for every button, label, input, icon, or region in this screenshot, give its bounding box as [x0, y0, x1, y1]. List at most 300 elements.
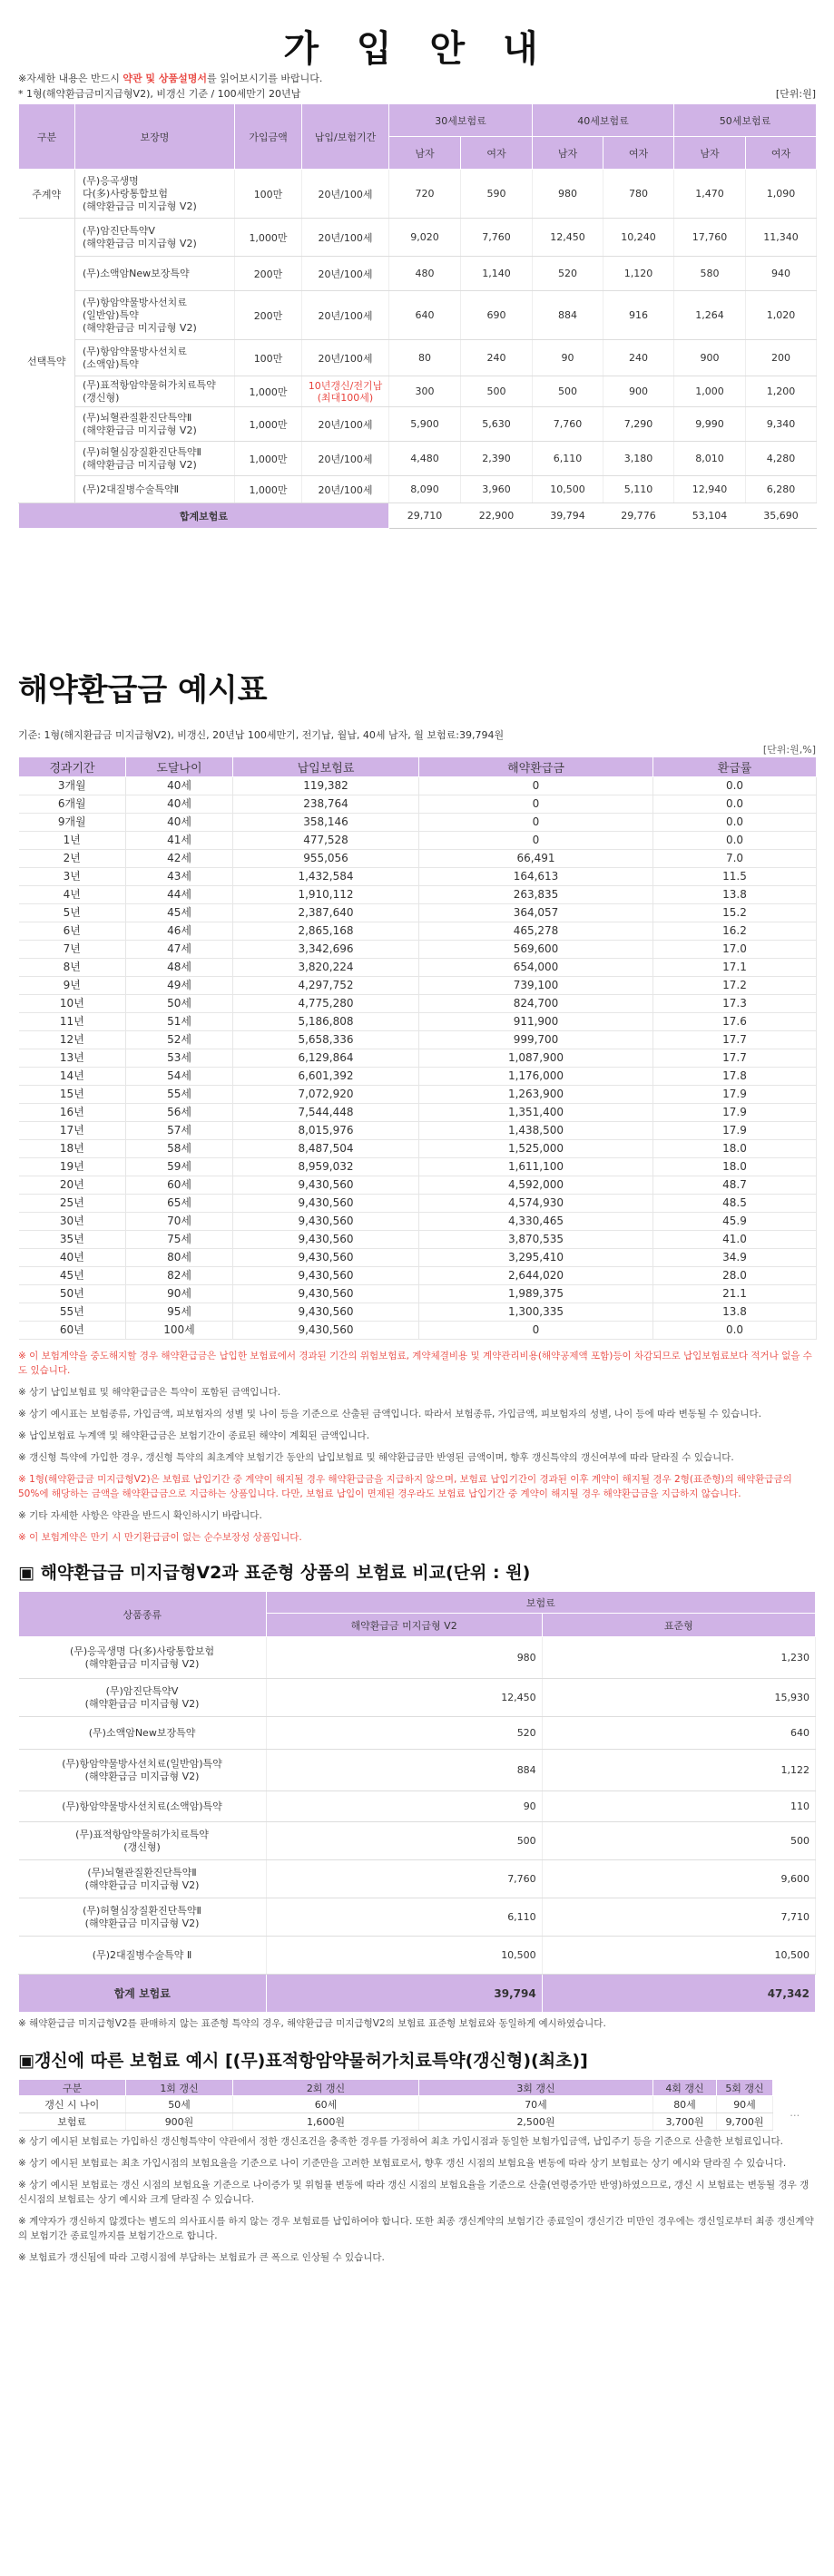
refund-cell: 25년: [19, 1195, 126, 1213]
refund-cell: 57세: [126, 1122, 233, 1140]
compare-name: (무)항암약물방사선치료(일반암)특약 (해약환급금 미지급형 V2): [19, 1750, 267, 1791]
refund-cell: 1,263,900: [419, 1086, 653, 1104]
compare-name: (무)소액암New보장특약: [19, 1717, 267, 1750]
product-name: (무)항암약물방사선치료 (일반암)특약 (해약환급금 미지급형 V2): [75, 291, 235, 340]
refund-row: [19, 1231, 817, 1249]
compare-type1: 520: [266, 1717, 542, 1750]
col-age30: 30세보험료: [389, 104, 533, 137]
product-name: (무)2대질병수술특약Ⅱ: [75, 476, 235, 503]
refund-cell: 477,528: [233, 832, 419, 850]
renewal-premium: 900원: [126, 2113, 233, 2131]
refund-cell: 48.7: [653, 1176, 817, 1195]
renewal-col-blank: [773, 2080, 817, 2096]
refund-basis: 기준: 1형(해지환급금 미지급형Ⅴ2), 비갱신, 20년납 100세만기, 전기납, 월납, 40세 남자, 월 보험료:39,794원: [18, 729, 505, 741]
refund-cell: 9,430,560: [233, 1322, 419, 1340]
refund-cell: 17.2: [653, 977, 817, 995]
refund-row: [19, 850, 817, 868]
refund-cell: 1,910,112: [233, 886, 419, 904]
refund-cell: 40세: [126, 777, 233, 795]
refund-cell: 95세: [126, 1303, 233, 1322]
product-period: 20년/100세: [302, 476, 389, 503]
refund-row: [19, 1322, 817, 1340]
premium-value: 240: [603, 340, 674, 376]
refund-row: [19, 1031, 817, 1049]
refund-note: ※ 1형(해약환급금 미지급형V2)은 보험료 납입기간 중 계약이 해지될 경우 해약환급금을 지급하지 않으며, 보험료 납입기간이 경과된 이후 계약이 해지될 경우 2형(표준형)의 해약환급금의 50%에 해당하는 금액을 해약환급금으로 지급하는 상품입니다. 다만, 보험료 납입이 면제된 경우라도 보험료 납입기간 중 계약이 해지될 경우 해약환급금을 지급하지 않습니다.: [18, 1474, 792, 1499]
compare-type1: 90: [266, 1791, 542, 1822]
renewal-premium: 3,700원: [653, 2113, 717, 2131]
refund-cell: 60세: [126, 1176, 233, 1195]
premium-value: 9,020: [389, 219, 461, 257]
compare-row: [19, 1860, 816, 1898]
compare-type2: 10,500: [542, 1937, 815, 1975]
refund-cell: 569,600: [419, 941, 653, 959]
refund-cell: 3년: [19, 868, 126, 886]
total-value: 22,900: [461, 503, 533, 529]
compare-type2: 15,930: [542, 1679, 815, 1717]
refund-cell: 7년: [19, 941, 126, 959]
compare-type1: 500: [266, 1822, 542, 1860]
refund-cell: 42세: [126, 850, 233, 868]
premium-value: 1,470: [674, 170, 746, 219]
premium-value: 480: [389, 257, 461, 291]
premium-value: 5,630: [461, 407, 533, 442]
refund-cell: 0.0: [653, 795, 817, 814]
refund-cell: 824,700: [419, 995, 653, 1013]
refund-cell: 1,525,000: [419, 1140, 653, 1158]
compare-name: (무)표적항암약물허가치료특약 (갱신형): [19, 1822, 267, 1860]
premium-value: 690: [461, 291, 533, 340]
refund-row: [19, 1303, 817, 1322]
product-name: (무)표적항암약물허가치료특약 (갱신형): [75, 376, 235, 407]
renewal-age: 60세: [233, 2096, 419, 2113]
refund-cell: 7,072,920: [233, 1086, 419, 1104]
refund-note: ※ 이 보험계약을 중도해지할 경우 해약환급금은 납입한 보험료에서 경과된 기간의 위험보험료, 계약체결비용 및 계약관리비용(해약공제액 포함)등이 차감되므로 납입보험료보다 적거나 없을 수도 있습니다.: [18, 1351, 812, 1376]
join-notes: [18, 71, 816, 102]
refund-cell: 999,700: [419, 1031, 653, 1049]
renewal-age-label: 갱신 시 나이: [19, 2096, 126, 2113]
refund-cell: 16년: [19, 1104, 126, 1122]
product-amount: 100만: [235, 340, 302, 376]
refund-cell: 59세: [126, 1158, 233, 1176]
premium-value: 5,900: [389, 407, 461, 442]
compare-type2: 500: [542, 1822, 815, 1860]
refund-cell: 1,087,900: [419, 1049, 653, 1068]
refund-cell: 6,129,864: [233, 1049, 419, 1068]
refund-cell: 4,574,930: [419, 1195, 653, 1213]
premium-value: 8,090: [389, 476, 461, 503]
premium-value: 940: [746, 257, 817, 291]
renewal-title: ▣갱신에 따른 보험료 예시 [(무)표적항암약물허가치료특약(갱신형)(최초)]: [18, 2051, 588, 2071]
col-age50: 50세보험료: [674, 104, 817, 137]
refund-cell: 9개월: [19, 814, 126, 832]
refund-row: [19, 1176, 817, 1195]
col-amount: 가입금액: [235, 104, 302, 170]
refund-cell: 70세: [126, 1213, 233, 1231]
refund-col: 환급률: [653, 757, 817, 777]
product-name: (무)소액암New보장특약: [75, 257, 235, 291]
refund-cell: 90세: [126, 1285, 233, 1303]
product-amount: 1,000만: [235, 476, 302, 503]
refund-cell: 2,644,020: [419, 1267, 653, 1285]
refund-cell: 164,613: [419, 868, 653, 886]
total-label: 합계보험료: [19, 503, 389, 529]
refund-cell: 3,870,535: [419, 1231, 653, 1249]
renewal-col: 2회 갱신: [233, 2080, 419, 2096]
refund-row: [19, 904, 817, 922]
refund-cell: 13.8: [653, 1303, 817, 1322]
refund-cell: 58세: [126, 1140, 233, 1158]
refund-row: [19, 832, 817, 850]
refund-row: [19, 1285, 817, 1303]
refund-cell: 6년: [19, 922, 126, 941]
total-value: 29,776: [603, 503, 674, 529]
refund-row: [19, 1267, 817, 1285]
compare-row: [19, 1937, 816, 1975]
renewal-col: 4회 갱신: [653, 2080, 717, 2096]
refund-cell: 20년: [19, 1176, 126, 1195]
refund-cell: 5,658,336: [233, 1031, 419, 1049]
premium-value: 1,020: [746, 291, 817, 340]
refund-row: [19, 814, 817, 832]
compare-total-type2: 47,342: [542, 1975, 815, 2013]
refund-cell: 3,342,696: [233, 941, 419, 959]
product-amount: 1,000만: [235, 442, 302, 476]
join-row: [19, 376, 817, 407]
join-table: [18, 103, 817, 529]
refund-row: [19, 1068, 817, 1086]
refund-cell: 911,900: [419, 1013, 653, 1031]
refund-cell: 19년: [19, 1158, 126, 1176]
refund-col: 납입보험료: [233, 757, 419, 777]
refund-cell: 9,430,560: [233, 1176, 419, 1195]
refund-cell: 465,278: [419, 922, 653, 941]
refund-cell: 0: [419, 832, 653, 850]
refund-cell: 17.3: [653, 995, 817, 1013]
refund-cell: 11년: [19, 1013, 126, 1031]
refund-cell: 654,000: [419, 959, 653, 977]
compare-type1: 884: [266, 1750, 542, 1791]
refund-cell: 18년: [19, 1140, 126, 1158]
premium-value: 1,000: [674, 376, 746, 407]
refund-cell: 28.0: [653, 1267, 817, 1285]
refund-cell: 17.1: [653, 959, 817, 977]
refund-cell: 4,297,752: [233, 977, 419, 995]
premium-value: 6,280: [746, 476, 817, 503]
refund-cell: 45년: [19, 1267, 126, 1285]
refund-cell: 0.0: [653, 814, 817, 832]
compare-total-label: 합계 보험료: [19, 1975, 267, 2013]
refund-cell: 3,295,410: [419, 1249, 653, 1267]
refund-cell: 8,015,976: [233, 1122, 419, 1140]
refund-row: [19, 795, 817, 814]
refund-cell: 4,775,280: [233, 995, 419, 1013]
premium-value: 580: [674, 257, 746, 291]
join-row: [19, 170, 817, 219]
compare-row: [19, 1717, 816, 1750]
refund-cell: 0.0: [653, 1322, 817, 1340]
refund-row: [19, 977, 817, 995]
join-row: [19, 257, 817, 291]
total-value: 53,104: [674, 503, 746, 529]
refund-cell: 53세: [126, 1049, 233, 1068]
refund-cell: 48.5: [653, 1195, 817, 1213]
refund-cell: 9,430,560: [233, 1231, 419, 1249]
compare-type1: 10,500: [266, 1937, 542, 1975]
total-value: 35,690: [746, 503, 817, 529]
refund-note: ※ 상기 예시표는 보험종류, 가입금액, 피보험자의 성별 및 나이 등을 기준으로 산출된 금액입니다. 따라서 보험종류, 가입금액, 피보험자의 성별, 나이 등에 따라 변동될 수 있습니다.: [18, 1409, 761, 1420]
compare-name: (무)뇌혈관질환진단특약Ⅱ (해약환급금 미지급형 V2): [19, 1860, 267, 1898]
product-name: (무)암진단특약V (해약환급금 미지급형 V2): [75, 219, 235, 257]
refund-cell: 1,351,400: [419, 1104, 653, 1122]
refund-row: [19, 959, 817, 977]
refund-cell: 14년: [19, 1068, 126, 1086]
refund-row: [19, 1086, 817, 1104]
refund-row: [19, 995, 817, 1013]
compare-total-row: [19, 1975, 816, 2013]
compare-note: ※ 해약환급금 미지급형Ⅴ2를 판매하지 않는 표준형 특약의 경우, 해약환급금 미지급형Ⅴ2의 보험료 표준형 보험료와 동일하게 예시하였습니다.: [18, 2018, 606, 2029]
refund-cell: 1,438,500: [419, 1122, 653, 1140]
refund-cell: 119,382: [233, 777, 419, 795]
col-male: 남자: [533, 137, 603, 170]
product-amount: 1,000만: [235, 376, 302, 407]
premium-value: 1,140: [461, 257, 533, 291]
refund-cell: 1년: [19, 832, 126, 850]
premium-value: 5,110: [603, 476, 674, 503]
premium-value: 7,760: [461, 219, 533, 257]
product-amount: 1,000만: [235, 407, 302, 442]
renewal-premium-label: 보험료: [19, 2113, 126, 2131]
refund-cell: 52세: [126, 1031, 233, 1049]
product-period: 20년/100세: [302, 407, 389, 442]
refund-cell: 5년: [19, 904, 126, 922]
refund-cell: 40세: [126, 814, 233, 832]
refund-cell: 35년: [19, 1231, 126, 1249]
renewal-note: ※ 계약자가 갱신하지 않겠다는 별도의 의사표시를 하지 않는 경우 보험료를 납입하여야 합니다. 또한 최종 갱신계약의 보험기간 종료일이 갱신기간 미만인 경우에는 갱신일로부터 최종 갱신계약의 보험기간 종료일까지를 보험기간으로 합니다.: [18, 2216, 814, 2241]
col-type1: 해약환급금 미지급형 V2: [266, 1614, 542, 1637]
product-amount: 1,000만: [235, 219, 302, 257]
refund-note: ※ 납입보험료 누계액 및 해약환급금은 보험기간이 종료된 해약이 계획된 금액입니다.: [18, 1430, 370, 1441]
premium-value: 4,280: [746, 442, 817, 476]
premium-value: 6,110: [533, 442, 603, 476]
premium-value: 884: [533, 291, 603, 340]
compare-type1: 7,760: [266, 1860, 542, 1898]
refund-cell: 7.0: [653, 850, 817, 868]
col-premium: 보험료: [266, 1592, 815, 1614]
refund-cell: 17.9: [653, 1086, 817, 1104]
compare-type2: 640: [542, 1717, 815, 1750]
refund-note: ※ 이 보험계약은 만기 시 만기환급금이 없는 순수보장성 상품입니다.: [18, 1532, 302, 1543]
premium-value: 500: [533, 376, 603, 407]
product-amount: 200만: [235, 291, 302, 340]
compare-row: [19, 1679, 816, 1717]
renewal-premium: 1,600원: [233, 2113, 419, 2131]
refund-cell: 263,835: [419, 886, 653, 904]
join-row: [19, 291, 817, 340]
premium-value: 200: [746, 340, 817, 376]
refund-cell: 17.7: [653, 1031, 817, 1049]
refund-cell: 46세: [126, 922, 233, 941]
refund-cell: 0.0: [653, 832, 817, 850]
refund-cell: 1,432,584: [233, 868, 419, 886]
refund-row: [19, 1195, 817, 1213]
compare-type1: 6,110: [266, 1898, 542, 1937]
col-product: 보장명: [75, 104, 235, 170]
refund-cell: 1,611,100: [419, 1158, 653, 1176]
compare-title: ▣ 해약환급금 미지급형Ⅴ2과 표준형 상품의 보험료 비교(단위 : 원): [18, 1563, 531, 1583]
refund-cell: 65세: [126, 1195, 233, 1213]
refund-cell: 17.6: [653, 1013, 817, 1031]
col-female: 여자: [603, 137, 674, 170]
refund-row: [19, 1158, 817, 1176]
refund-cell: 6,601,392: [233, 1068, 419, 1086]
refund-cell: 50년: [19, 1285, 126, 1303]
refund-cell: 10년: [19, 995, 126, 1013]
refund-cell: 8,487,504: [233, 1140, 419, 1158]
compare-type2: 110: [542, 1791, 815, 1822]
join-title: 가 입 안 내: [283, 28, 551, 70]
refund-cell: 3,820,224: [233, 959, 419, 977]
renewal-age-row: [19, 2096, 817, 2113]
premium-value: 240: [461, 340, 533, 376]
refund-note: ※ 기타 자세한 사항은 약관을 반드시 확인하시기 바랍니다.: [18, 1510, 262, 1521]
compare-row: [19, 1898, 816, 1937]
refund-row: [19, 941, 817, 959]
refund-row: [19, 1013, 817, 1031]
premium-value: 3,960: [461, 476, 533, 503]
product-amount: 200만: [235, 257, 302, 291]
refund-cell: 0: [419, 814, 653, 832]
refund-cell: 75세: [126, 1231, 233, 1249]
refund-cell: 50세: [126, 995, 233, 1013]
premium-value: 9,340: [746, 407, 817, 442]
product-period: 20년/100세: [302, 291, 389, 340]
refund-cell: 9,430,560: [233, 1249, 419, 1267]
join-unit: [단위:원]: [775, 88, 816, 100]
refund-cell: 9,430,560: [233, 1303, 419, 1322]
total-value: 29,710: [389, 503, 461, 529]
refund-cell: 9년: [19, 977, 126, 995]
refund-cell: 82세: [126, 1267, 233, 1285]
refund-cell: 66,491: [419, 850, 653, 868]
renewal-col: 3회 갱신: [419, 2080, 653, 2096]
total-value: 39,794: [533, 503, 603, 529]
group-main: 주계약: [19, 170, 75, 219]
refund-row: [19, 777, 817, 795]
refund-cell: 0.0: [653, 777, 817, 795]
compare-name: (무)암진단특약V (해약환급금 미지급형 V2): [19, 1679, 267, 1717]
premium-value: 2,390: [461, 442, 533, 476]
refund-cell: 1,989,375: [419, 1285, 653, 1303]
join-row: [19, 407, 817, 442]
refund-cell: 17.9: [653, 1122, 817, 1140]
refund-cell: 49세: [126, 977, 233, 995]
join-row: [19, 340, 817, 376]
join-total-row: [19, 503, 817, 529]
refund-row: [19, 1122, 817, 1140]
product-period: 20년/100세: [302, 257, 389, 291]
refund-unit: [단위:원,%]: [762, 744, 816, 756]
product-period: 10년갱신/전기납 (최대100세): [302, 376, 389, 407]
refund-cell: 12년: [19, 1031, 126, 1049]
refund-cell: 4,592,000: [419, 1176, 653, 1195]
refund-cell: 51세: [126, 1013, 233, 1031]
join-row: [19, 442, 817, 476]
refund-cell: 34.9: [653, 1249, 817, 1267]
renewal-note: ※ 상기 예시된 보험료는 갱신 시점의 보험요율 기준으로 나이증가 및 위험률 변동에 따라 갱신 시점의 보험요율을 기준으로 산출(연령증가만 반영)하였으므로, 갱신 시 보험료는 변동될 경우 갱신시점의 보험료는 상기 예시와 크게 달라질 수 있습니다.: [18, 2180, 809, 2205]
refund-cell: 47세: [126, 941, 233, 959]
refund-cell: 43세: [126, 868, 233, 886]
refund-cell: 18.0: [653, 1140, 817, 1158]
renewal-note: ※ 상기 예시된 보험료는 가입하신 갱신형특약이 약관에서 정한 갱신조건을 충족한 경우를 가정하여 최초 가입시점과 동일한 보험가입금액, 납입주기 등을 기준으로 산출한 보험료입니다.: [18, 2136, 783, 2147]
compare-type2: 1,122: [542, 1750, 815, 1791]
refund-cell: 358,146: [233, 814, 419, 832]
premium-value: 90: [533, 340, 603, 376]
refund-cell: 11.5: [653, 868, 817, 886]
premium-value: 7,760: [533, 407, 603, 442]
col-age40: 40세보험료: [533, 104, 674, 137]
refund-cell: 955,056: [233, 850, 419, 868]
refund-cell: 9,430,560: [233, 1195, 419, 1213]
premium-value: 900: [674, 340, 746, 376]
refund-row: [19, 1104, 817, 1122]
renewal-col: 5회 갱신: [717, 2080, 773, 2096]
refund-cell: 40세: [126, 795, 233, 814]
premium-value: 980: [533, 170, 603, 219]
refund-col: 도달나이: [126, 757, 233, 777]
refund-cell: 41세: [126, 832, 233, 850]
compare-name: (무)항암약물방사선치료(소액암)특약: [19, 1791, 267, 1822]
premium-value: 9,990: [674, 407, 746, 442]
col-category: 구분: [19, 104, 75, 170]
compare-table: [18, 1591, 816, 2013]
premium-value: 4,480: [389, 442, 461, 476]
refund-cell: 5,186,808: [233, 1013, 419, 1031]
refund-cell: 17년: [19, 1122, 126, 1140]
refund-cell: 45.9: [653, 1213, 817, 1231]
refund-row: [19, 922, 817, 941]
refund-cell: 21.1: [653, 1285, 817, 1303]
premium-value: 1,120: [603, 257, 674, 291]
premium-value: 1,090: [746, 170, 817, 219]
product-period: 20년/100세: [302, 170, 389, 219]
refund-row: [19, 868, 817, 886]
premium-value: 12,940: [674, 476, 746, 503]
refund-cell: 739,100: [419, 977, 653, 995]
refund-title: 해약환급금 예시표: [18, 672, 268, 708]
refund-cell: 18.0: [653, 1158, 817, 1176]
col-female: 여자: [461, 137, 533, 170]
product-name: (무)응곡생명 다(多)사랑통합보험 (해약환급금 미지급형 V2): [75, 170, 235, 219]
group-option: 선택특약: [19, 219, 75, 503]
refund-cell: 9,430,560: [233, 1285, 419, 1303]
renewal-note: ※ 상기 예시된 보험료는 최초 가입시점의 보험요율을 기준으로 나이 기준만을 고려한 보험료로서, 향후 갱신 시점의 보험요율 변동에 따라 상기 보험료는 상기 예시와 달라질 수 있습니다.: [18, 2158, 787, 2169]
refund-cell: 17.8: [653, 1068, 817, 1086]
compare-row: [19, 1791, 816, 1822]
refund-cell: 13년: [19, 1049, 126, 1068]
renewal-col: 1회 갱신: [126, 2080, 233, 2096]
premium-value: 520: [533, 257, 603, 291]
premium-value: 900: [603, 376, 674, 407]
premium-value: 780: [603, 170, 674, 219]
refund-cell: 48세: [126, 959, 233, 977]
premium-value: 10,500: [533, 476, 603, 503]
compare-name: (무)응곡생명 다(多)사랑통합보험 (해약환급금 미지급형 V2): [19, 1637, 267, 1679]
product-period: 20년/100세: [302, 340, 389, 376]
join-row: [19, 219, 817, 257]
premium-value: 80: [389, 340, 461, 376]
refund-cell: 15년: [19, 1086, 126, 1104]
refund-row: [19, 1049, 817, 1068]
